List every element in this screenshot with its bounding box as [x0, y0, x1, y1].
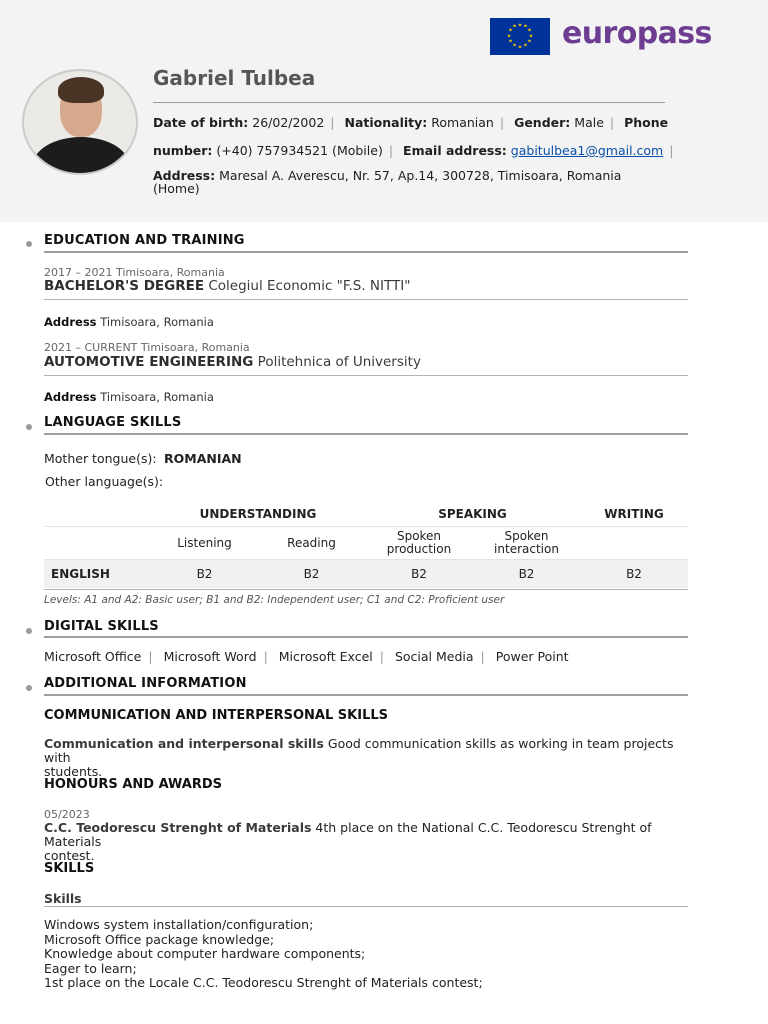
- name-divider: [153, 102, 665, 103]
- section-bullet: [26, 241, 32, 247]
- list-item: Power Point: [495, 649, 569, 664]
- skills-list: [44, 918, 483, 991]
- flag-star-icon: ★: [528, 33, 534, 39]
- level-writing: B2: [580, 560, 688, 589]
- table-row: [44, 560, 688, 589]
- subheader-listening: Listening: [151, 527, 258, 560]
- gender-value: Male: [574, 115, 604, 130]
- europass-logo: europass: [562, 16, 712, 51]
- education-entry: AUTOMOTIVE ENGINEERING Politehnica of University: [44, 354, 421, 370]
- flag-star-icon: ★: [527, 38, 532, 45]
- section-divider: [44, 636, 688, 638]
- section-title-languages: LANGUAGE SKILLS: [44, 415, 182, 430]
- language-table: [44, 502, 688, 588]
- levels-note: Levels: A1 and A2: Basic user; B1 and B2: Independent user; C1 and C2: Proficient user: [44, 594, 505, 606]
- flag-star-icon: ★: [523, 23, 528, 30]
- flag-star-icon: ★: [523, 42, 528, 49]
- entry-divider: [44, 299, 688, 300]
- education-dates: 2021 – CURRENT Timisoara, Romania: [44, 341, 250, 354]
- section-bullet: [26, 685, 32, 691]
- list-item: Eager to learn;: [44, 960, 137, 976]
- subheader-reading: Reading: [258, 527, 365, 560]
- section-divider: [44, 694, 688, 696]
- education-entry: BACHELOR'S DEGREE Colegiul Economic "F.S. NITTI": [44, 278, 411, 294]
- header-writing: WRITING: [580, 502, 688, 527]
- list-item: Microsoft Office package knowledge;: [44, 931, 275, 947]
- person-name: Gabriel Tulbea: [153, 66, 316, 90]
- honours-date: 05/2023: [44, 808, 90, 821]
- email-link[interactable]: gabitulbea1@gmail.com: [510, 143, 664, 158]
- section-title-additional: ADDITIONAL INFORMATION: [44, 676, 247, 691]
- communication-text: Communication and interpersonal skills Good communication skills as working in team projects with students.: [44, 736, 674, 779]
- list-item: Microsoft Excel: [278, 649, 373, 664]
- cv-header: [0, 0, 768, 222]
- section-title-digital: DIGITAL SKILLS: [44, 619, 159, 634]
- phone-value: (+40) 757934521 (Mobile): [216, 143, 383, 158]
- section-title-education: EDUCATION AND TRAINING: [44, 233, 245, 248]
- flag-star-icon: ★: [506, 33, 512, 39]
- digital-skills-list: Microsoft Office | Microsoft Word | Microsoft Excel | Social Media | Power Point: [44, 649, 569, 664]
- flag-star-icon: ★: [508, 27, 513, 34]
- list-item: Microsoft Office: [44, 649, 142, 664]
- level-reading: B2: [258, 560, 365, 589]
- flag-star-icon: ★: [512, 23, 517, 30]
- flag-star-icon: ★: [508, 38, 513, 45]
- list-item: Knowledge about computer hardware components;: [44, 946, 366, 961]
- section-bullet: [26, 628, 32, 634]
- level-listening: B2: [151, 560, 258, 589]
- address-type: (Home): [153, 181, 200, 196]
- table-bottom-divider: [44, 589, 688, 590]
- subsection-title-communication: COMMUNICATION AND INTERPERSONAL SKILLS: [44, 708, 389, 723]
- subsection-title-skills: SKILLS: [44, 861, 95, 876]
- level-spoken-interaction: B2: [473, 560, 580, 589]
- personal-info-line-1: Date of birth: 26/02/2002 | Nationality: Romanian | Gender: Male | Phone: [153, 115, 669, 130]
- subheader-spoken-production: Spoken production: [365, 527, 473, 560]
- flag-star-icon: ★: [517, 44, 523, 50]
- flag-star-icon: ★: [512, 42, 517, 49]
- address-value: Maresal A. Averescu, Nr. 57, Ap.14, 300728, Timisoara, Romania: [219, 168, 622, 183]
- section-divider: [44, 433, 688, 435]
- flag-star-icon: ★: [527, 27, 532, 34]
- header-understanding: UNDERSTANDING: [151, 502, 365, 527]
- education-dates: 2017 – 2021 Timisoara, Romania: [44, 266, 225, 279]
- section-divider: [44, 251, 688, 253]
- mother-tongue-label: Mother tongue(s):: [44, 451, 157, 466]
- personal-info-address: Address: Maresal A. Averescu, Nr. 57, Ap.14, 300728, Timisoara, Romania (Home): [153, 168, 622, 196]
- header-speaking: SPEAKING: [365, 502, 580, 527]
- subheader-spoken-interaction: Spoken interaction: [473, 527, 580, 560]
- list-item: Windows system installation/configuration;: [44, 917, 314, 932]
- entry-divider: [44, 375, 688, 376]
- entry-divider: [44, 906, 688, 907]
- list-item: Social Media: [394, 649, 474, 664]
- skills-subtitle: Skills: [44, 891, 82, 906]
- personal-info-line-2: number: (+40) 757934521 (Mobile) | Email address: gabitulbea1@gmail.com |: [153, 143, 674, 158]
- level-spoken-production: B2: [365, 560, 473, 589]
- education-address: Address Timisoara, Romania: [44, 390, 214, 404]
- subsection-title-honours: HONOURS AND AWARDS: [44, 777, 223, 792]
- honours-text: C.C. Teodorescu Strenght of Materials 4th place on the National C.C. Teodorescu Strenght of Materials contest.: [44, 820, 652, 863]
- eu-flag-icon: [490, 18, 550, 55]
- avatar: [22, 69, 138, 175]
- flag-star-icon: ★: [517, 22, 523, 28]
- nationality-value: Romanian: [431, 115, 494, 130]
- section-bullet: [26, 424, 32, 430]
- mother-tongue-value: ROMANIAN: [164, 451, 242, 466]
- list-item: 1st place on the Locale C.C. Teodorescu Strenght of Materials contest;: [44, 975, 483, 990]
- other-languages-label: Other language(s):: [45, 474, 164, 489]
- language-name: ENGLISH: [44, 560, 151, 589]
- dob-value: 26/02/2002: [252, 115, 325, 130]
- list-item: Microsoft Word: [163, 649, 257, 664]
- education-address: Address Timisoara, Romania: [44, 315, 214, 329]
